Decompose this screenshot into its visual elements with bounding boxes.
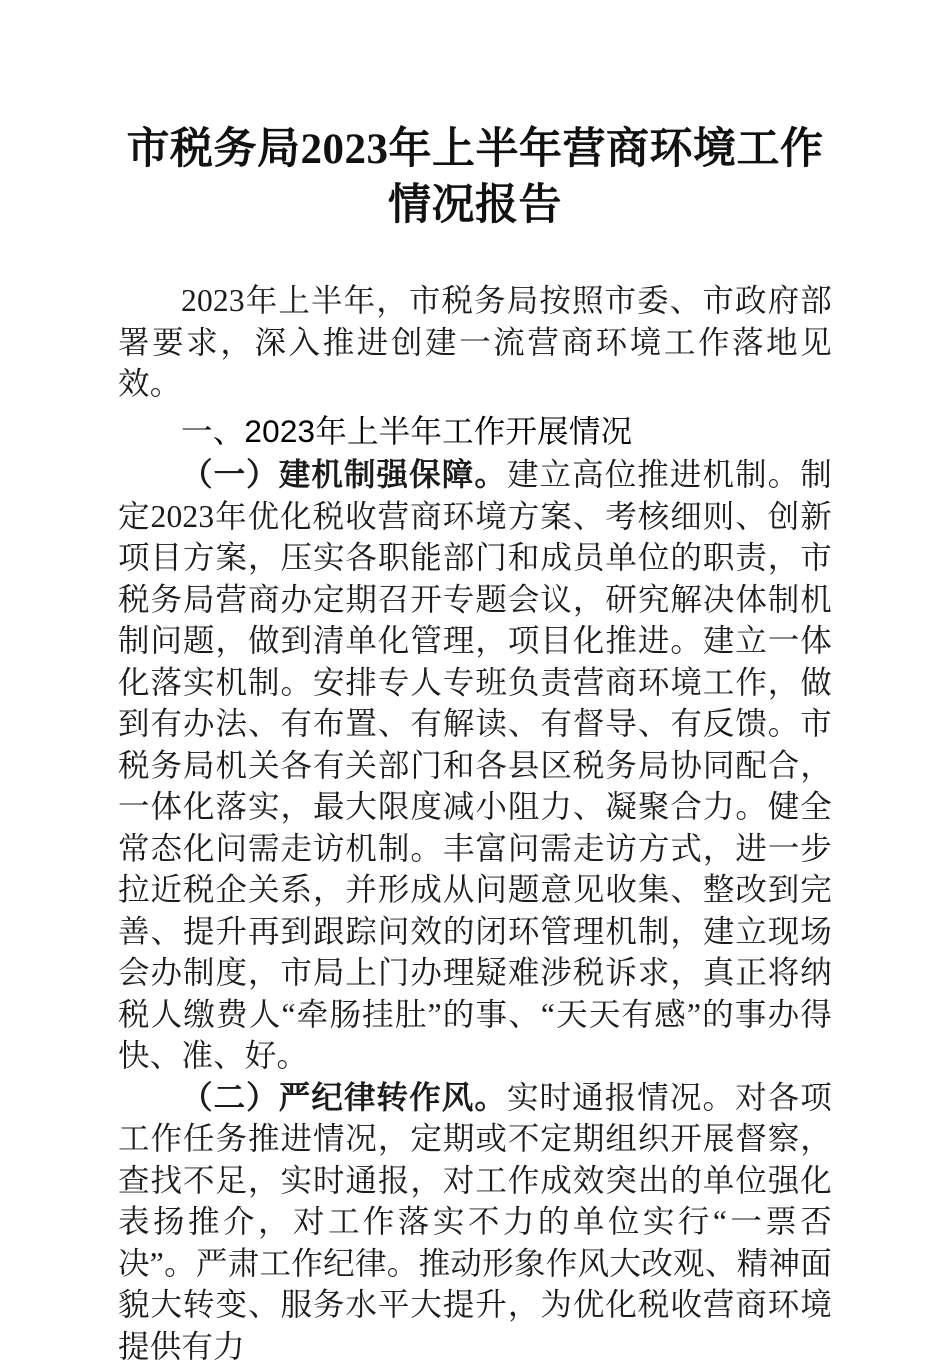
section-heading-1: 一、2023年上半年工作开展情况	[118, 411, 832, 453]
section-two-lead: （二）严纪律转作风。	[181, 1080, 507, 1115]
section-two-text: 实时通报情况。对各项工作任务推进情况，定期或不定期组织开展督察，查找不足，实时通报，对工作成效突出的单位强化表扬推介，对工作落实不力的单位实行“一票否决”。严肃工作纪律。推动形象作风大改观、精神面貌大转变、服务水平大提升，为优化税收营商环境提供有力	[118, 1080, 832, 1364]
intro-paragraph: 2023年上半年，市税务局按照市委、市政府部署要求，深入推进创建一流营商环境工作落地见效。	[118, 280, 832, 405]
section-one-paragraph	[118, 454, 832, 1077]
section-one-text: 建立高位推进机制。制定2023年优化税收营商环境方案、考核细则、创新项目方案，压实各职能部门和成员单位的职责，市税务局营商办定期召开专题会议，研究解决体制机制问题，做到清单化管理，项目化推进。建立一体化落实机制。安排专人专班负责营商环境工作，做到有办法、有布置、有解读、有督导、有反馈。市税务局机关各有关部门和各县区税务局协同配合，一体化落实，最大限度减小阻力、凝聚合力。健全常态化问需走访机制。丰富问需走访方式，进一步拉近税企关系，并形成从问题意见收集、整改到完善、提升再到跟踪问效的闭环管理机制，建立现场会办制度，市局上门办理疑难涉税诉求，真正将纳税人缴费人“牵肠挂肚”的事、“天天有感”的事办得快、准、好。	[118, 457, 832, 1073]
page-title: 市税务局2023年上半年营商环境工作情况报告	[118, 0, 832, 234]
section-two-paragraph	[118, 1077, 832, 1367]
section-one-lead: （一）建机制强保障。	[181, 457, 507, 492]
